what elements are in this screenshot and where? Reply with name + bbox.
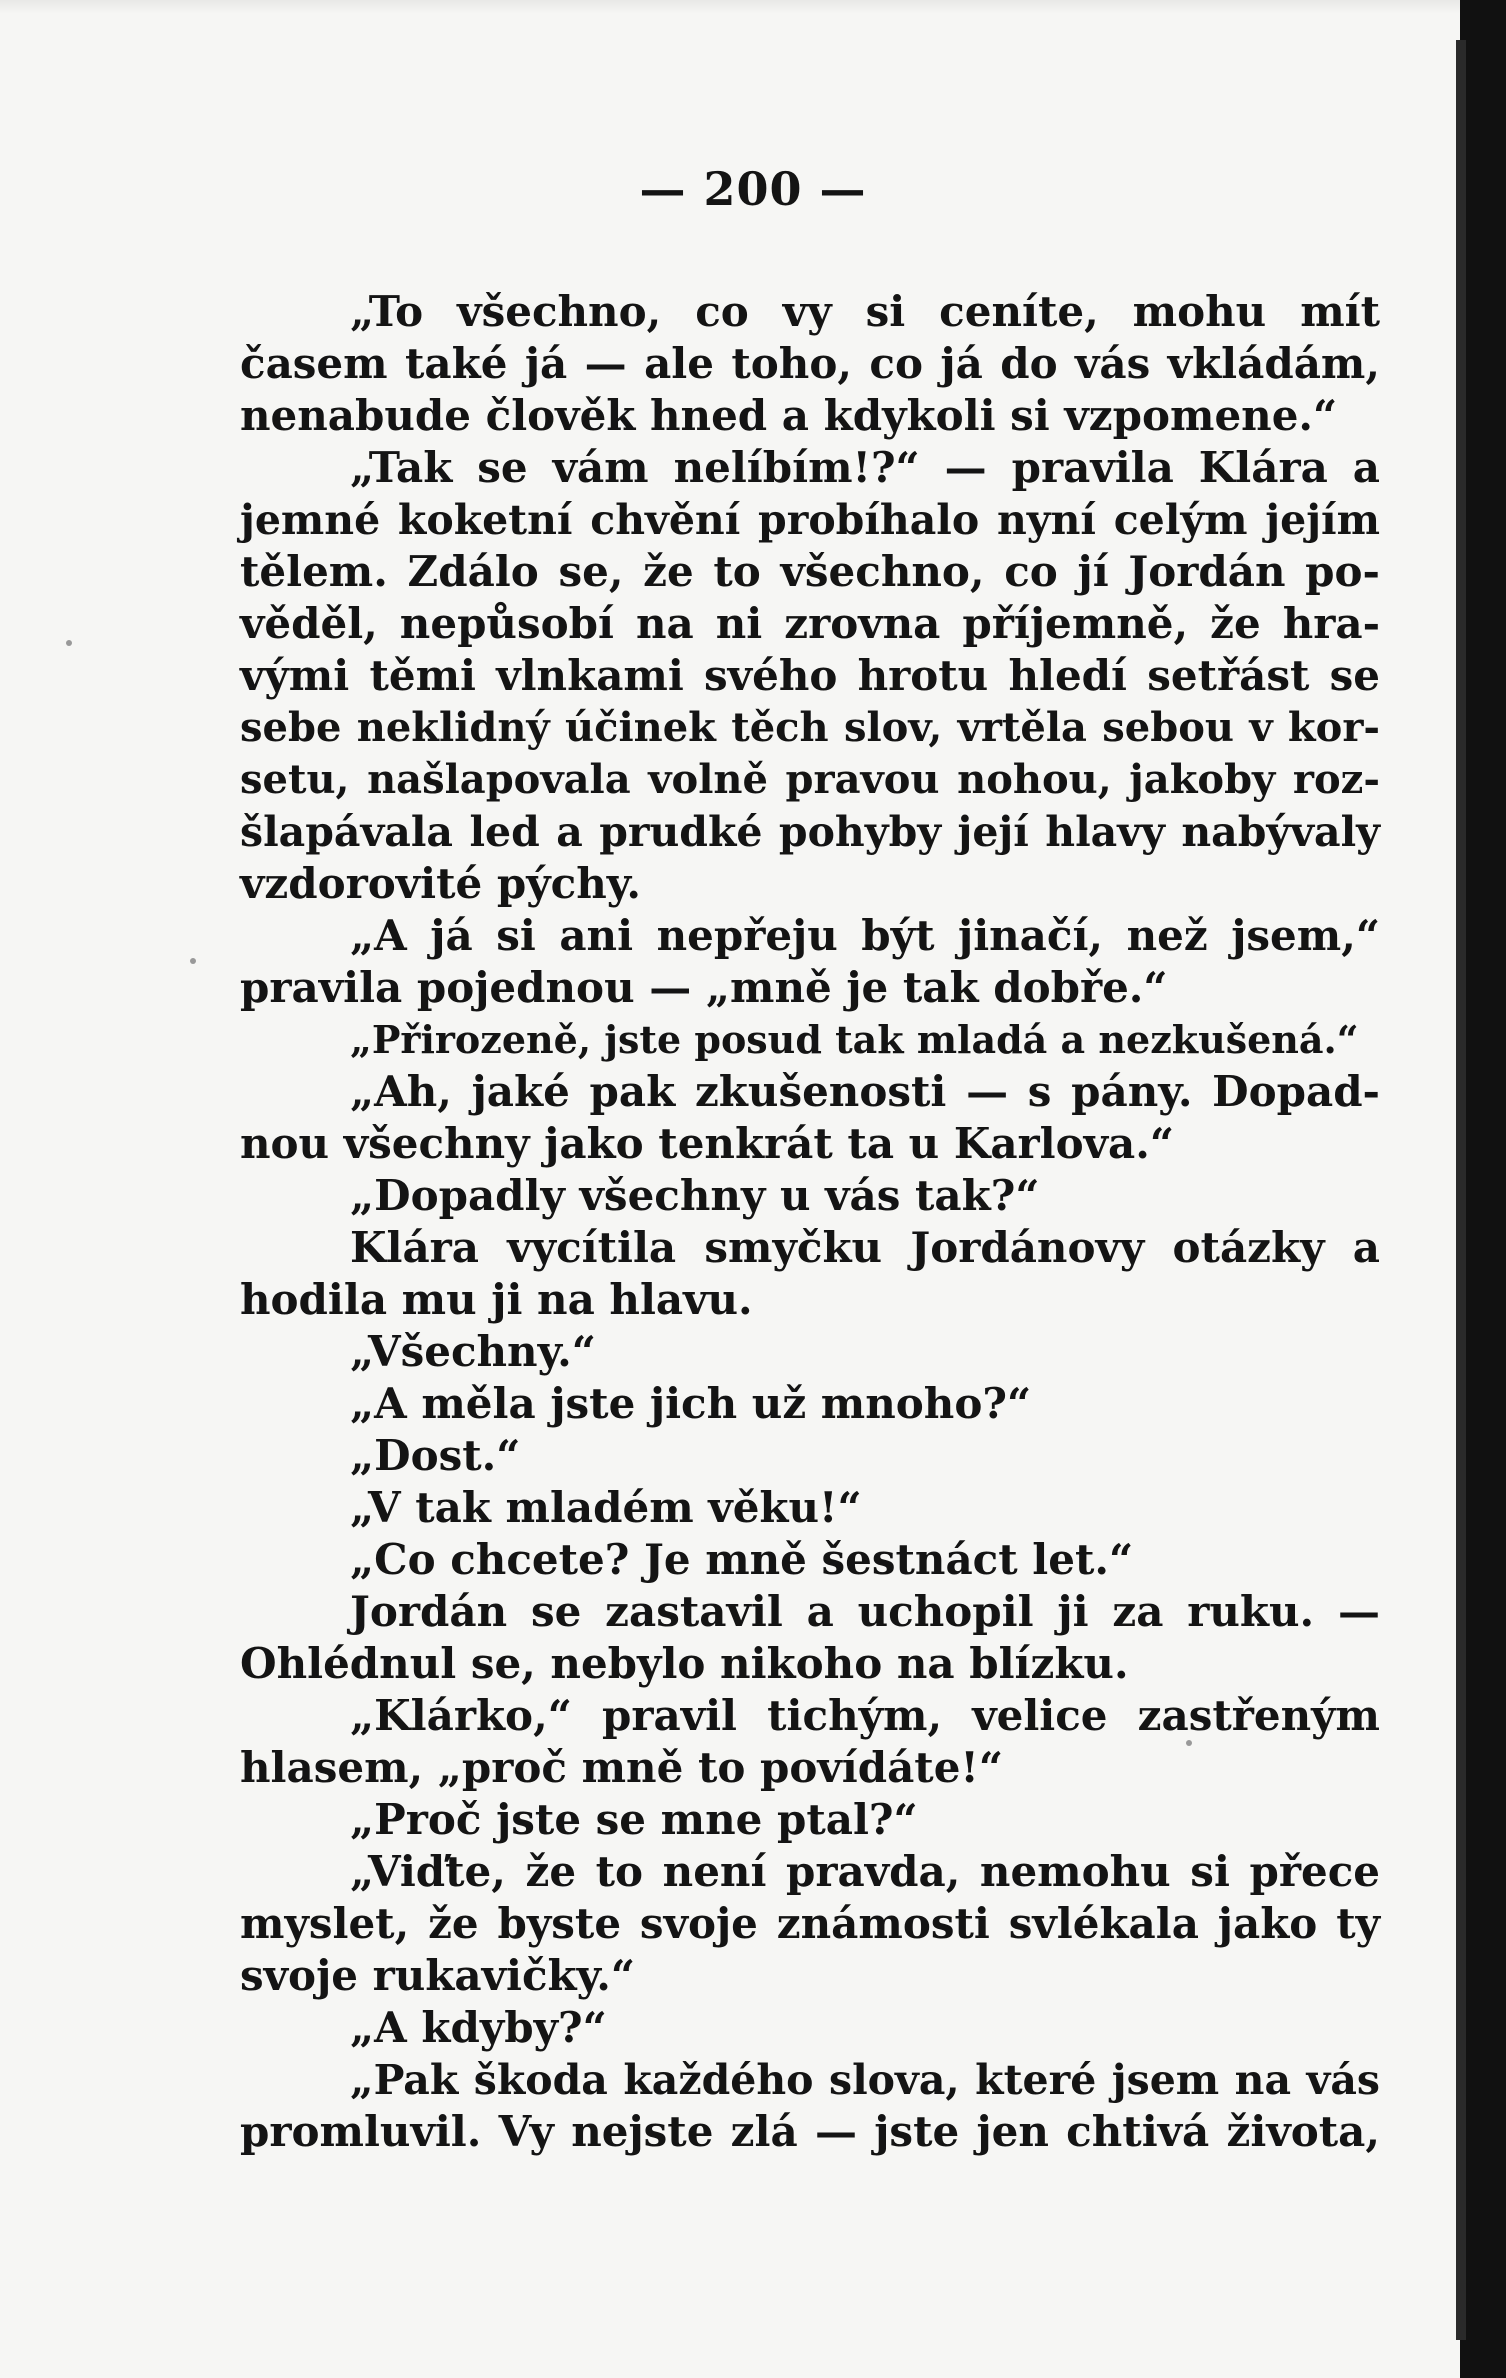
- text-line: „Tak se vám nelíbím!?“ — pravila Klára a: [350, 443, 1380, 492]
- text-line: tělem. Zdálo se, že to všechno, co jí Jordán po-: [240, 547, 1380, 596]
- text-line: jemné koketní chvění probíhalo nyní celým jejím: [240, 496, 1380, 544]
- text-line: „Přirozeně, jste posud tak mladá a nezkušená.“: [350, 1017, 1359, 1062]
- text-line: „A měla jste jich už mnoho?“: [350, 1379, 1032, 1428]
- text-line: vými těmi vlnkami svého hrotu hledí setřást se: [240, 651, 1380, 700]
- text-line: „V tak mladém věku!“: [350, 1483, 862, 1532]
- text-line: setu, našlapovala volně pravou nohou, jakoby roz-: [240, 756, 1380, 803]
- text-line: nou všechny jako tenkrát ta u Karlova.“: [240, 1119, 1175, 1168]
- text-line: „A já si ani nepřeju být jinačí, než jsem,“: [350, 911, 1380, 960]
- text-line: Klára vycítila smyčku Jordánovy otázky a: [350, 1223, 1380, 1272]
- text-line: „To všechno, co vy si ceníte, mohu mít: [350, 287, 1380, 336]
- text-line: „Co chcete? Je mně šestnáct let.“: [350, 1535, 1134, 1584]
- text-line: vzdorovité pýchy.: [240, 859, 641, 908]
- paper-speck: [66, 640, 72, 646]
- binding-shadow: [1456, 40, 1466, 2340]
- book-binding-edge: [1460, 0, 1506, 2378]
- text-line: „A kdyby?“: [350, 2003, 607, 2052]
- page-number: — 200 —: [639, 162, 867, 216]
- text-line: Jordán se zastavil a uchopil ji za ruku. —: [350, 1587, 1380, 1636]
- text-line: pravila pojednou — „mně je tak dobře.“: [240, 963, 1168, 1012]
- text-line: hodila mu ji na hlavu.: [240, 1275, 753, 1324]
- text-line: sebe neklidný účinek těch slov, vrtěla sebou v kor-: [240, 704, 1380, 751]
- paper-speck: [190, 958, 196, 964]
- text-line: „Ah, jaké pak zkušenosti — s pány. Dopad-: [350, 1067, 1380, 1116]
- text-line: „Dost.“: [350, 1431, 521, 1480]
- text-line: svoje rukavičky.“: [240, 1951, 635, 2000]
- body-text: [240, 286, 1380, 2158]
- text-line: nenabude člověk hned a kdykoli si vzpomene.“: [240, 391, 1338, 440]
- page-top-edge: [0, 0, 1460, 14]
- text-line: Ohlédnul se, nebylo nikoho na blízku.: [240, 1639, 1129, 1688]
- text-line: šlapávala led a prudké pohyby její hlavy nabývaly: [240, 808, 1380, 856]
- text-line: myslet, že byste svoje známosti svlékala jako ty: [240, 1899, 1380, 1948]
- text-line: promluvil. Vy nejste zlá — jste jen chtivá života,: [240, 2107, 1380, 2156]
- text-line: „Viďte, že to není pravda, nemohu si přece: [350, 1847, 1380, 1896]
- text-line: časem také já — ale toho, co já do vás vkládám,: [240, 339, 1380, 388]
- text-line: věděl, nepůsobí na ni zrovna příjemně, že hra-: [240, 599, 1380, 648]
- text-line: „Proč jste se mne ptal?“: [350, 1795, 918, 1844]
- text-line: „Všechny.“: [350, 1327, 596, 1376]
- text-line: „Klárko,“ pravil tichým, velice zastřeným: [350, 1691, 1380, 1740]
- text-line: „Pak škoda každého slova, které jsem na vás: [350, 2056, 1380, 2104]
- text-line: „Dopadly všechny u vás tak?“: [350, 1171, 1040, 1220]
- text-line: hlasem, „proč mně to povídáte!“: [240, 1743, 1004, 1792]
